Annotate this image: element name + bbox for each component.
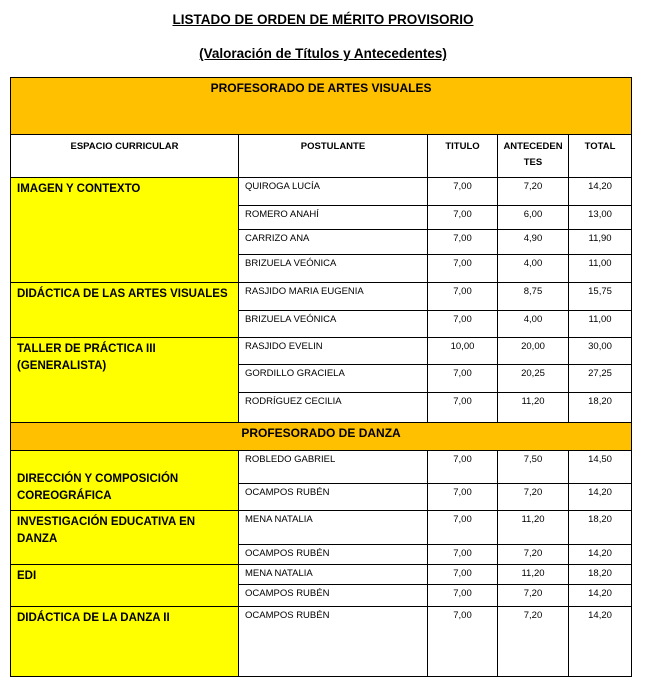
total-cell: 14,20 (569, 607, 632, 677)
postulante-cell: BRIZUELA VEÓNICA (239, 311, 428, 338)
titulo-cell: 7,00 (428, 545, 498, 565)
col-header-espacio: ESPACIO CURRICULAR (11, 135, 239, 178)
col-header-titulo: TITULO (428, 135, 498, 178)
table-row (11, 451, 632, 484)
antecedentes-cell: 4,90 (498, 230, 569, 255)
total-cell: 14,20 (569, 484, 632, 511)
subject-cell: EDI (11, 565, 239, 607)
postulante-cell: OCAMPOS RUBÉN (239, 585, 428, 607)
postulante-cell: RASJIDO MARIA EUGENIA (239, 283, 428, 311)
total-cell: 27,25 (569, 365, 632, 393)
table-row (11, 178, 632, 206)
postulante-cell: MENA NATALIA (239, 565, 428, 585)
antecedentes-cell: 7,20 (498, 585, 569, 607)
col-header-antecedentes-line1: ANTECEDEN (503, 141, 563, 152)
table-row (11, 283, 632, 311)
table-row (11, 565, 632, 585)
titulo-cell: 10,00 (428, 338, 498, 365)
table-row (11, 607, 632, 677)
antecedentes-cell: 7,50 (498, 451, 569, 484)
section-header-row (11, 423, 632, 451)
titulo-cell: 7,00 (428, 311, 498, 338)
antecedentes-cell: 11,20 (498, 565, 569, 585)
postulante-cell: CARRIZO ANA (239, 230, 428, 255)
subject-cell: INVESTIGACIÓN EDUCATIVA EN DANZA (11, 511, 239, 565)
antecedentes-cell: 6,00 (498, 206, 569, 230)
antecedentes-cell: 4,00 (498, 311, 569, 338)
titulo-cell: 7,00 (428, 230, 498, 255)
antecedentes-cell: 8,75 (498, 283, 569, 311)
total-cell: 14,20 (569, 545, 632, 565)
antecedentes-cell: 7,20 (498, 607, 569, 677)
total-cell: 14,20 (569, 585, 632, 607)
section-header-row (11, 78, 632, 135)
postulante-cell: RODRÍGUEZ CECILIA (239, 393, 428, 423)
postulante-cell: ROMERO ANAHÍ (239, 206, 428, 230)
total-cell: 18,20 (569, 393, 632, 423)
titulo-cell: 7,00 (428, 365, 498, 393)
page-subtitle: (Valoración de Títulos y Antecedentes) (199, 46, 447, 61)
postulante-cell: OCAMPOS RUBÉN (239, 545, 428, 565)
titulo-cell: 7,00 (428, 451, 498, 484)
titulo-cell: 7,00 (428, 393, 498, 423)
column-header-row (11, 135, 632, 178)
antecedentes-cell: 11,20 (498, 393, 569, 423)
total-cell: 14,50 (569, 451, 632, 484)
total-cell: 13,00 (569, 206, 632, 230)
postulante-cell: QUIROGA LUCÍA (239, 178, 428, 206)
antecedentes-cell: 4,00 (498, 255, 569, 283)
antecedentes-cell: 20,25 (498, 365, 569, 393)
subject-cell: TALLER DE PRÁCTICA III (GENERALISTA) (11, 338, 239, 423)
antecedentes-cell: 7,20 (498, 178, 569, 206)
titulo-cell: 7,00 (428, 484, 498, 511)
merit-table (10, 77, 632, 677)
total-cell: 11,00 (569, 311, 632, 338)
subject-cell: IMAGEN Y CONTEXTO (11, 178, 239, 283)
postulante-cell: ROBLEDO GABRIEL (239, 451, 428, 484)
subject-cell: DIDÁCTICA DE LAS ARTES VISUALES (11, 283, 239, 338)
section-title: PROFESORADO DE ARTES VISUALES (11, 78, 632, 135)
total-cell: 11,00 (569, 255, 632, 283)
antecedentes-cell: 7,20 (498, 545, 569, 565)
total-cell: 15,75 (569, 283, 632, 311)
subject-cell: DIDÁCTICA DE LA DANZA II (11, 607, 239, 677)
antecedentes-cell: 20,00 (498, 338, 569, 365)
subject-cell: DIRECCIÓN Y COMPOSICIÓN COREOGRÁFICA (11, 451, 239, 511)
table-row (11, 511, 632, 545)
col-header-antecedentes-line2: TES (523, 157, 543, 168)
total-cell: 30,00 (569, 338, 632, 365)
total-cell: 18,20 (569, 565, 632, 585)
titulo-cell: 7,00 (428, 585, 498, 607)
postulante-cell: MENA NATALIA (239, 511, 428, 545)
table-row (11, 338, 632, 365)
postulante-cell: BRIZUELA VEÓNICA (239, 255, 428, 283)
postulante-cell: GORDILLO GRACIELA (239, 365, 428, 393)
titulo-cell: 7,00 (428, 607, 498, 677)
col-header-postulante: POSTULANTE (239, 135, 428, 178)
antecedentes-cell: 7,20 (498, 484, 569, 511)
col-header-antecedentes (498, 135, 569, 178)
postulante-cell: RASJIDO EVELIN (239, 338, 428, 365)
total-cell: 14,20 (569, 178, 632, 206)
titulo-cell: 7,00 (428, 283, 498, 311)
postulante-cell: OCAMPOS RUBÉN (239, 607, 428, 677)
titulo-cell: 7,00 (428, 511, 498, 545)
postulante-cell: OCAMPOS RUBÉN (239, 484, 428, 511)
col-header-total: TOTAL (569, 135, 632, 178)
total-cell: 18,20 (569, 511, 632, 545)
titulo-cell: 7,00 (428, 565, 498, 585)
page-title: LISTADO DE ORDEN DE MÉRITO PROVISORIO (172, 12, 474, 27)
titulo-cell: 7,00 (428, 255, 498, 283)
section-title: PROFESORADO DE DANZA (11, 423, 632, 451)
antecedentes-cell: 11,20 (498, 511, 569, 545)
total-cell: 11,90 (569, 230, 632, 255)
titulo-cell: 7,00 (428, 178, 498, 206)
titulo-cell: 7,00 (428, 206, 498, 230)
